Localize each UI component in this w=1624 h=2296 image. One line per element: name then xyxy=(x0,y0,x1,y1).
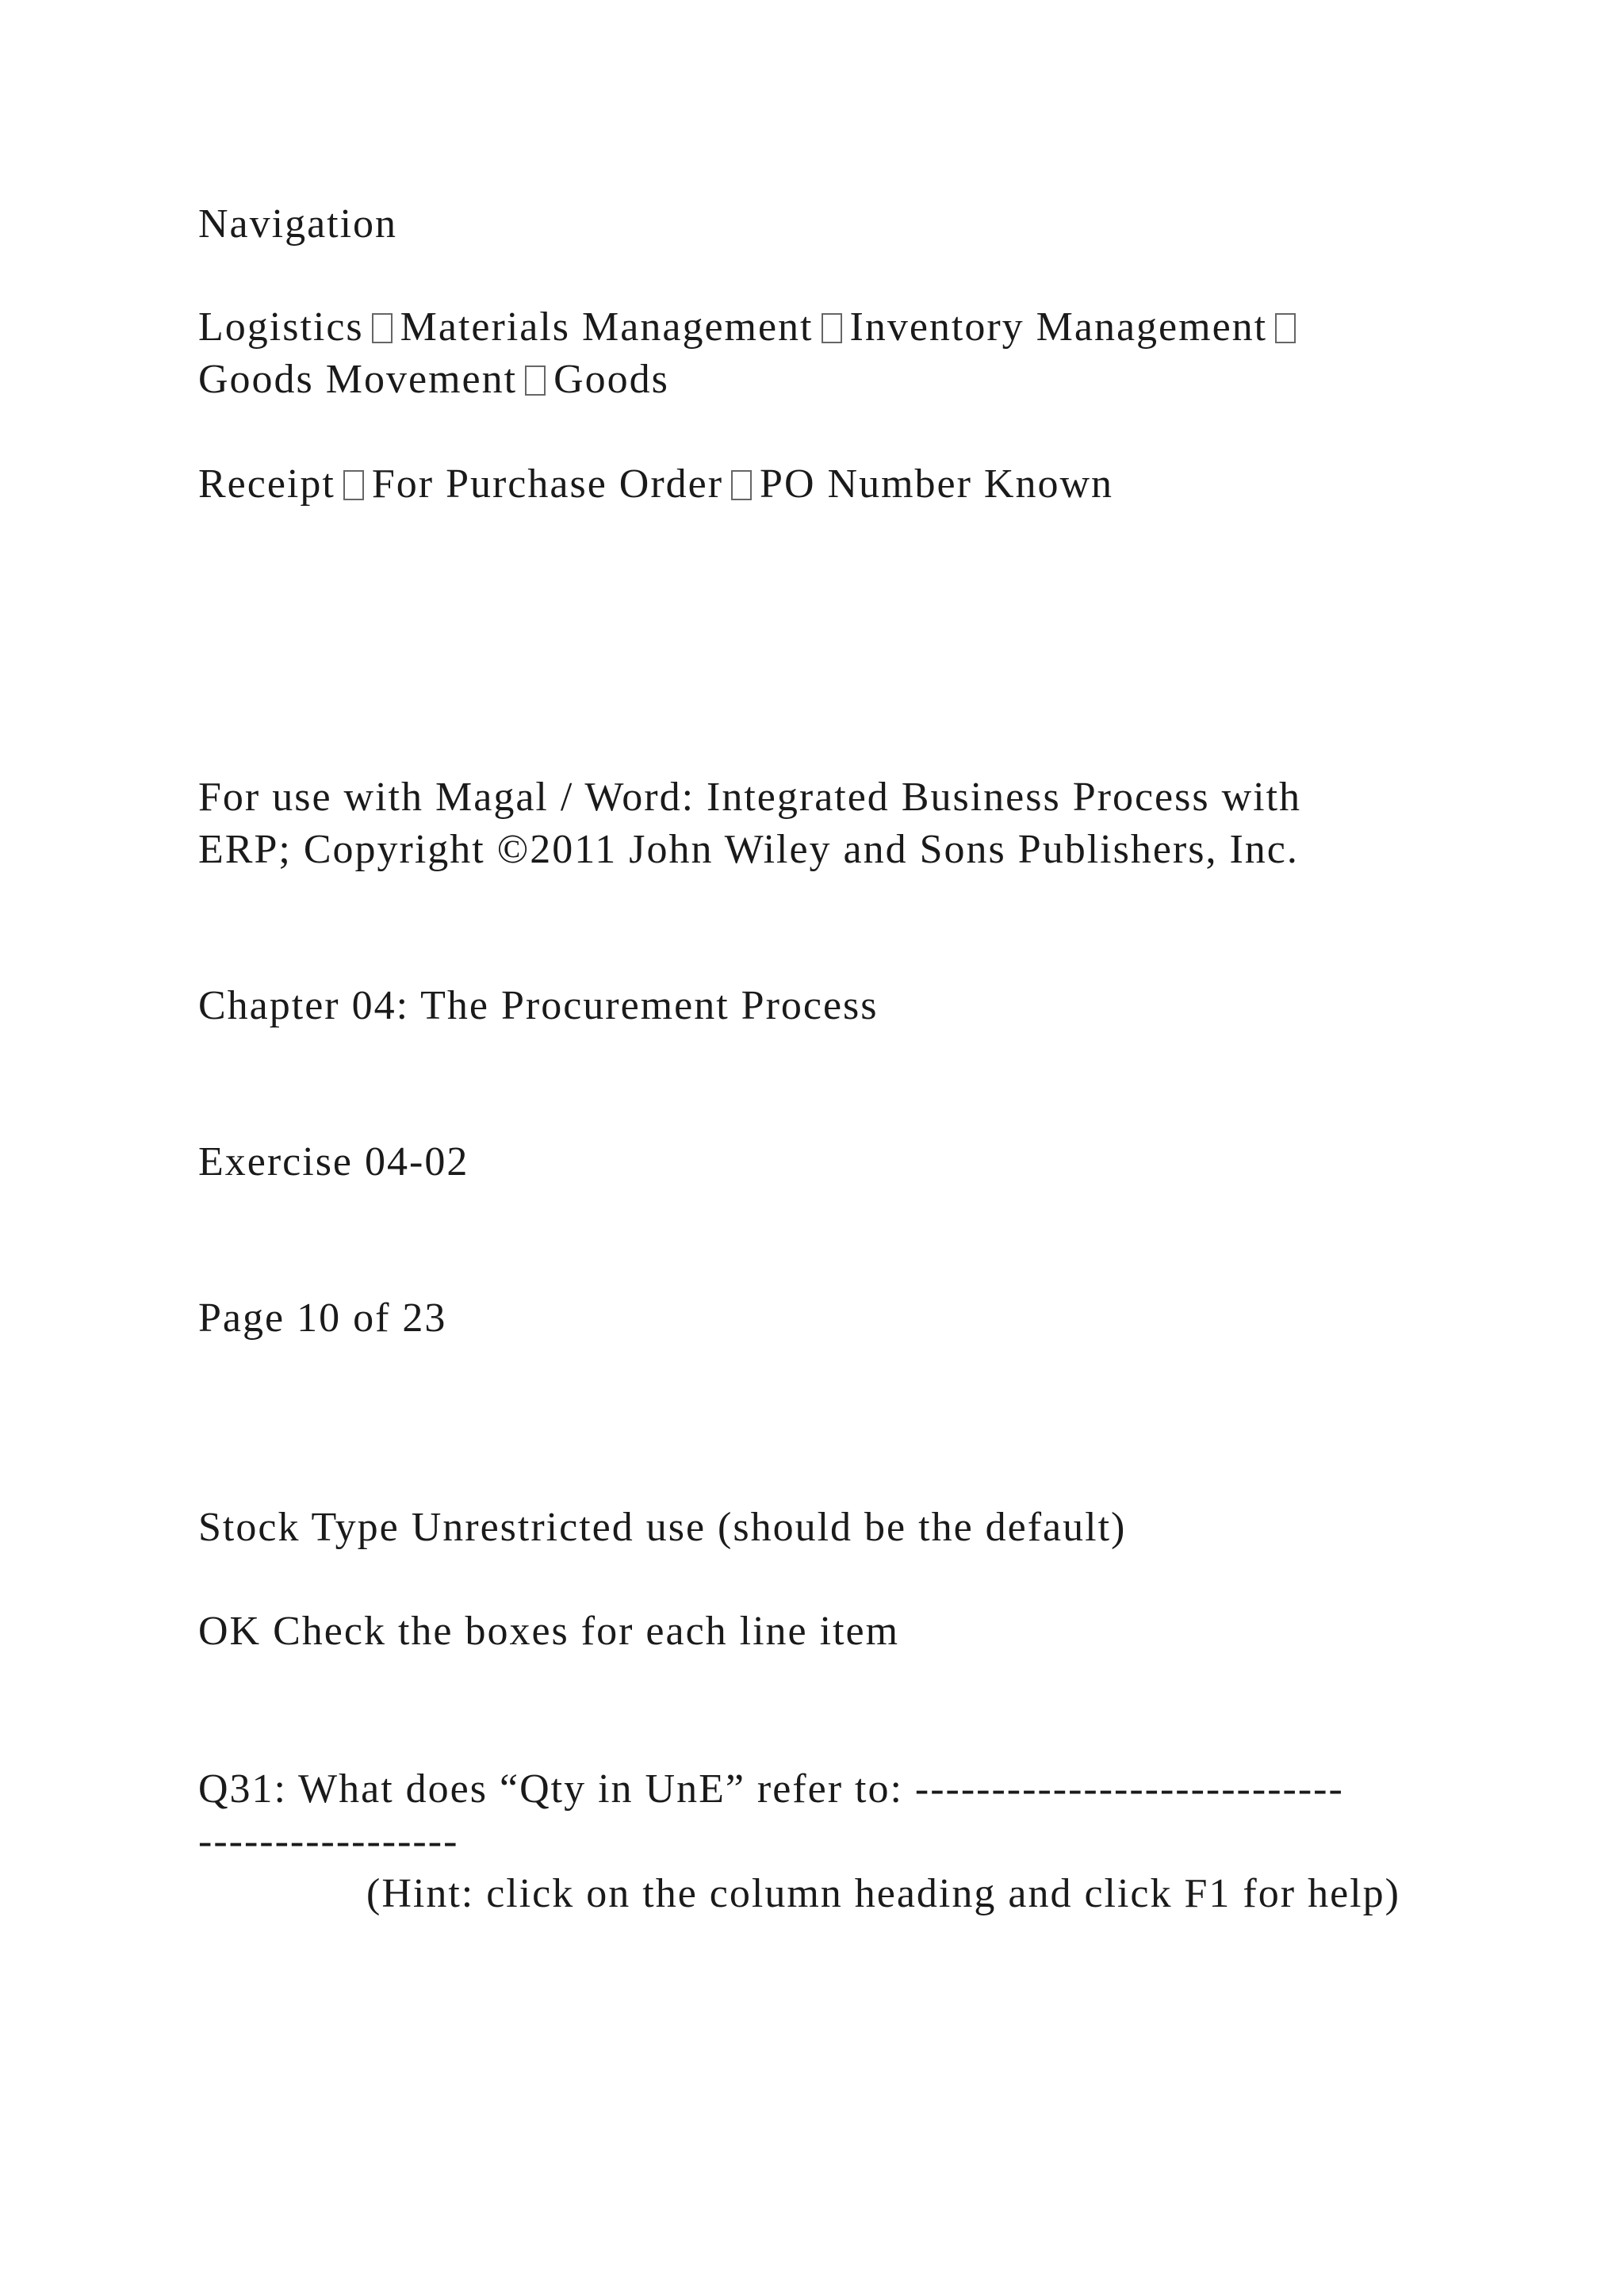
question-q31-hint: (Hint: click on the column heading and click F1 for help) xyxy=(366,1871,1400,1916)
nav-step-po-number-known: PO Number Known xyxy=(760,461,1114,507)
navigation-heading: Navigation xyxy=(198,201,398,247)
nav-step-goods-movement: Goods Movement xyxy=(198,357,518,402)
nav-step-goods: Goods xyxy=(553,357,669,402)
navigation-path-line2 xyxy=(198,354,1435,406)
arrow-icon xyxy=(731,470,752,500)
arrow-icon xyxy=(822,313,842,343)
navigation-path-line1 xyxy=(198,301,1435,354)
question-q31-line1: Q31: What does “Qty in UnE” refer to: ---------------------------- xyxy=(198,1766,1344,1812)
nav-step-logistics: Logistics xyxy=(198,304,364,350)
arrow-icon xyxy=(343,470,364,500)
exercise-number: Exercise 04-02 xyxy=(198,1139,469,1184)
navigation-path-line3 xyxy=(198,458,1435,511)
question-q31-line2: ----------------- xyxy=(198,1819,459,1864)
arrow-icon xyxy=(1275,313,1296,343)
copyright-line-2: ERP; Copyright ©2011 John Wiley and Sons Publishers, Inc. xyxy=(198,827,1299,872)
ok-check-instruction: OK Check the boxes for each line item xyxy=(198,1609,900,1654)
arrow-icon xyxy=(372,313,393,343)
nav-step-for-purchase-order: For Purchase Order xyxy=(371,461,724,507)
chapter-title: Chapter 04: The Procurement Process xyxy=(198,983,879,1028)
nav-step-receipt: Receipt xyxy=(198,461,335,507)
arrow-icon xyxy=(525,365,546,396)
stock-type-instruction: Stock Type Unrestricted use (should be the default) xyxy=(198,1505,1127,1550)
nav-step-inventory-management: Inventory Management xyxy=(849,304,1268,350)
nav-step-materials-management: Materials Management xyxy=(400,304,814,350)
page-number: Page 10 of 23 xyxy=(198,1295,447,1341)
copyright-line-1: For use with Magal / Word: Integrated Business Process with xyxy=(198,775,1302,820)
